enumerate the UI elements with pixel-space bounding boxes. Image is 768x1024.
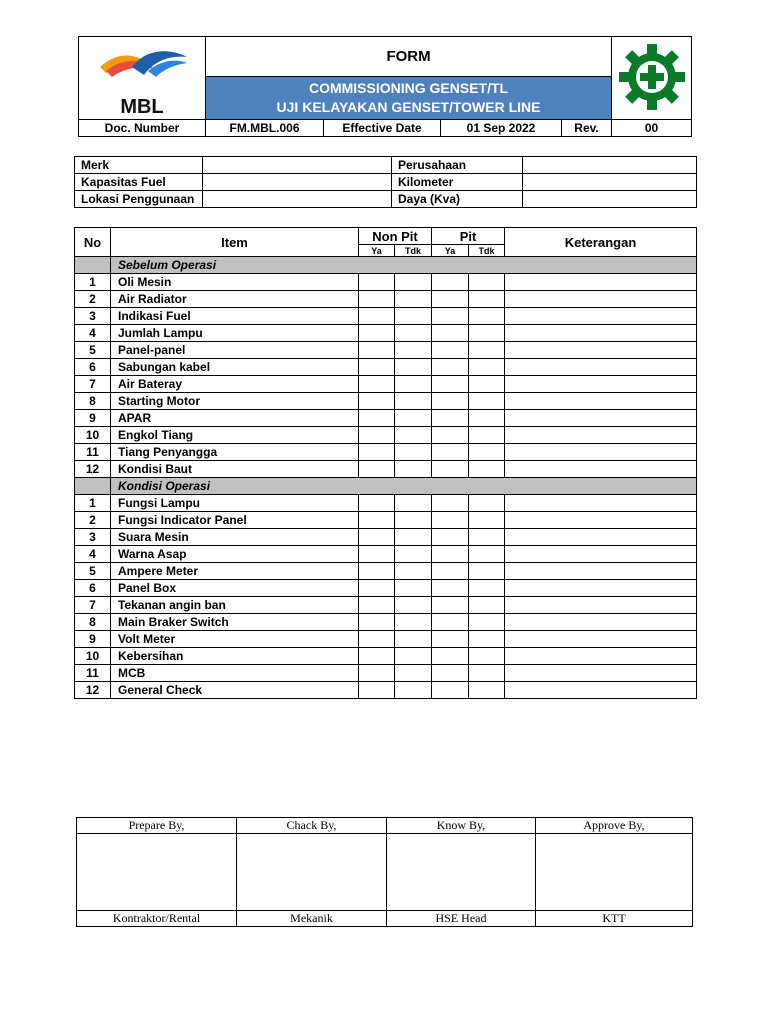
check-cell-nonpit-tdk[interactable] bbox=[395, 580, 432, 597]
doc-number-value: FM.MBL.006 bbox=[206, 120, 324, 137]
check-cell-pit-tdk[interactable] bbox=[469, 427, 505, 444]
info-left-field[interactable] bbox=[203, 157, 392, 174]
row-item: Air Bateray bbox=[111, 376, 359, 393]
check-cell-nonpit-tdk[interactable] bbox=[395, 614, 432, 631]
info-right-label: Kilometer bbox=[392, 174, 523, 191]
keterangan-cell[interactable] bbox=[505, 682, 697, 699]
check-cell-pit-ya[interactable] bbox=[432, 461, 469, 478]
keterangan-cell[interactable] bbox=[505, 359, 697, 376]
check-cell-nonpit-tdk[interactable] bbox=[395, 648, 432, 665]
checklist-row bbox=[75, 308, 697, 325]
row-number: 2 bbox=[75, 512, 111, 529]
row-number: 11 bbox=[75, 665, 111, 682]
keterangan-cell[interactable] bbox=[505, 512, 697, 529]
col-keterangan-header: Keterangan bbox=[505, 228, 697, 257]
checklist-row bbox=[75, 597, 697, 614]
check-cell-nonpit-ya[interactable] bbox=[359, 461, 395, 478]
info-left-label: Kapasitas Fuel bbox=[75, 174, 203, 191]
checklist-row bbox=[75, 580, 697, 597]
title-line-2: UJI KELAYAKAN GENSET/TOWER LINE bbox=[276, 98, 541, 115]
check-cell-nonpit-tdk[interactable] bbox=[395, 597, 432, 614]
rev-value: 00 bbox=[612, 120, 692, 137]
checklist-row bbox=[75, 325, 697, 342]
check-cell-pit-ya[interactable] bbox=[432, 665, 469, 682]
keterangan-cell[interactable] bbox=[505, 597, 697, 614]
check-cell-pit-tdk[interactable] bbox=[469, 614, 505, 631]
keterangan-cell[interactable] bbox=[505, 427, 697, 444]
keterangan-cell[interactable] bbox=[505, 274, 697, 291]
row-item: Engkol Tiang bbox=[111, 427, 359, 444]
info-right-field[interactable] bbox=[523, 191, 697, 208]
check-cell-pit-ya[interactable] bbox=[432, 393, 469, 410]
section-row bbox=[75, 478, 697, 495]
row-number: 6 bbox=[75, 580, 111, 597]
check-cell-nonpit-ya[interactable] bbox=[359, 308, 395, 325]
section-title: Sebelum Operasi bbox=[111, 257, 697, 274]
keterangan-cell[interactable] bbox=[505, 325, 697, 342]
keterangan-cell[interactable] bbox=[505, 563, 697, 580]
sign-approve-box[interactable] bbox=[536, 834, 693, 911]
row-item: Starting Motor bbox=[111, 393, 359, 410]
check-cell-pit-tdk[interactable] bbox=[469, 597, 505, 614]
row-number: 2 bbox=[75, 291, 111, 308]
sign-mechanic-role: Mekanik bbox=[237, 911, 387, 927]
info-right-label: Daya (Kva) bbox=[392, 191, 523, 208]
check-cell-pit-tdk[interactable] bbox=[469, 393, 505, 410]
sign-prepare-box[interactable] bbox=[77, 834, 237, 911]
checklist-row bbox=[75, 495, 697, 512]
check-cell-nonpit-tdk[interactable] bbox=[395, 427, 432, 444]
form-header bbox=[78, 36, 692, 137]
row-number: 1 bbox=[75, 495, 111, 512]
row-number: 1 bbox=[75, 274, 111, 291]
row-item: Volt Meter bbox=[111, 631, 359, 648]
row-item: Fungsi Indicator Panel bbox=[111, 512, 359, 529]
check-cell-nonpit-tdk[interactable] bbox=[395, 274, 432, 291]
checklist-row bbox=[75, 682, 697, 699]
check-cell-pit-tdk[interactable] bbox=[469, 631, 505, 648]
checklist-row bbox=[75, 546, 697, 563]
row-item: Warna Asap bbox=[111, 546, 359, 563]
sub-ya-nonpit: Ya bbox=[359, 245, 395, 257]
check-cell-nonpit-ya[interactable] bbox=[359, 291, 395, 308]
check-cell-pit-ya[interactable] bbox=[432, 274, 469, 291]
checklist-row bbox=[75, 648, 697, 665]
row-item: Kebersihan bbox=[111, 648, 359, 665]
check-cell-nonpit-tdk[interactable] bbox=[395, 546, 432, 563]
row-number: 11 bbox=[75, 444, 111, 461]
row-item: Jumlah Lampu bbox=[111, 325, 359, 342]
row-item: Sabungan kabel bbox=[111, 359, 359, 376]
checklist-row bbox=[75, 529, 697, 546]
check-cell-pit-ya[interactable] bbox=[432, 546, 469, 563]
checklist-row bbox=[75, 665, 697, 682]
check-cell-pit-ya[interactable] bbox=[432, 342, 469, 359]
check-cell-pit-tdk[interactable] bbox=[469, 291, 505, 308]
check-cell-pit-tdk[interactable] bbox=[469, 512, 505, 529]
check-cell-nonpit-tdk[interactable] bbox=[395, 359, 432, 376]
keterangan-cell[interactable] bbox=[505, 665, 697, 682]
keterangan-cell[interactable] bbox=[505, 376, 697, 393]
sign-ktt-role: KTT bbox=[536, 911, 693, 927]
check-cell-nonpit-tdk[interactable] bbox=[395, 495, 432, 512]
info-left-label: Lokasi Penggunaan bbox=[75, 191, 203, 208]
check-cell-pit-ya[interactable] bbox=[432, 648, 469, 665]
check-cell-nonpit-tdk[interactable] bbox=[395, 325, 432, 342]
checklist-row bbox=[75, 393, 697, 410]
row-number: 8 bbox=[75, 614, 111, 631]
row-item: Tiang Penyangga bbox=[111, 444, 359, 461]
col-no-header: No bbox=[75, 228, 111, 257]
company-name: MBL bbox=[120, 96, 164, 118]
info-left-field[interactable] bbox=[203, 191, 392, 208]
sign-hse-role: HSE Head bbox=[387, 911, 536, 927]
check-cell-pit-ya[interactable] bbox=[432, 682, 469, 699]
checklist-row bbox=[75, 410, 697, 427]
row-number: 5 bbox=[75, 563, 111, 580]
info-table bbox=[74, 156, 697, 208]
check-cell-nonpit-ya[interactable] bbox=[359, 359, 395, 376]
keterangan-cell[interactable] bbox=[505, 342, 697, 359]
checklist-row bbox=[75, 427, 697, 444]
row-number: 8 bbox=[75, 393, 111, 410]
check-cell-nonpit-ya[interactable] bbox=[359, 444, 395, 461]
checklist-row bbox=[75, 274, 697, 291]
keterangan-cell[interactable] bbox=[505, 308, 697, 325]
check-cell-nonpit-ya[interactable] bbox=[359, 580, 395, 597]
keterangan-cell[interactable] bbox=[505, 546, 697, 563]
check-cell-nonpit-ya[interactable] bbox=[359, 529, 395, 546]
check-cell-pit-tdk[interactable] bbox=[469, 444, 505, 461]
check-cell-nonpit-tdk[interactable] bbox=[395, 563, 432, 580]
safety-logo bbox=[612, 37, 692, 120]
row-number: 4 bbox=[75, 546, 111, 563]
sub-tdk-pit: Tdk bbox=[469, 245, 505, 257]
check-cell-nonpit-tdk[interactable] bbox=[395, 512, 432, 529]
row-item: Main Braker Switch bbox=[111, 614, 359, 631]
checklist-table bbox=[74, 227, 697, 699]
check-cell-nonpit-tdk[interactable] bbox=[395, 682, 432, 699]
row-number: 12 bbox=[75, 461, 111, 478]
check-cell-pit-tdk[interactable] bbox=[469, 546, 505, 563]
check-cell-nonpit-tdk[interactable] bbox=[395, 461, 432, 478]
check-cell-nonpit-tdk[interactable] bbox=[395, 342, 432, 359]
check-cell-nonpit-tdk[interactable] bbox=[395, 410, 432, 427]
check-cell-pit-tdk[interactable] bbox=[469, 274, 505, 291]
checklist-row bbox=[75, 359, 697, 376]
check-cell-pit-tdk[interactable] bbox=[469, 495, 505, 512]
row-number: 3 bbox=[75, 308, 111, 325]
keterangan-cell[interactable] bbox=[505, 495, 697, 512]
effective-date-label: Effective Date bbox=[324, 120, 441, 137]
sign-check-label: Chack By, bbox=[237, 818, 387, 834]
check-cell-nonpit-ya[interactable] bbox=[359, 410, 395, 427]
sign-know-box[interactable] bbox=[387, 834, 536, 911]
row-number: 7 bbox=[75, 597, 111, 614]
check-cell-nonpit-ya[interactable] bbox=[359, 427, 395, 444]
section-title: Kondisi Operasi bbox=[111, 478, 697, 495]
section-spacer bbox=[75, 257, 111, 274]
col-pit-header: Pit bbox=[432, 228, 505, 245]
check-cell-pit-tdk[interactable] bbox=[469, 563, 505, 580]
check-cell-pit-tdk[interactable] bbox=[469, 461, 505, 478]
check-cell-nonpit-tdk[interactable] bbox=[395, 529, 432, 546]
info-right-field[interactable] bbox=[523, 157, 697, 174]
company-logo bbox=[79, 37, 206, 120]
keterangan-cell[interactable] bbox=[505, 631, 697, 648]
checklist-row bbox=[75, 342, 697, 359]
check-cell-pit-tdk[interactable] bbox=[469, 325, 505, 342]
check-cell-nonpit-tdk[interactable] bbox=[395, 308, 432, 325]
check-cell-nonpit-ya[interactable] bbox=[359, 563, 395, 580]
check-cell-pit-tdk[interactable] bbox=[469, 682, 505, 699]
checklist-row bbox=[75, 291, 697, 308]
check-cell-pit-ya[interactable] bbox=[432, 614, 469, 631]
keterangan-cell[interactable] bbox=[505, 529, 697, 546]
check-cell-nonpit-ya[interactable] bbox=[359, 665, 395, 682]
info-left-field[interactable] bbox=[203, 174, 392, 191]
row-item: Kondisi Baut bbox=[111, 461, 359, 478]
sign-prepare-label: Prepare By, bbox=[77, 818, 237, 834]
check-cell-nonpit-ya[interactable] bbox=[359, 342, 395, 359]
section-row bbox=[75, 257, 697, 274]
info-row bbox=[75, 191, 697, 208]
check-cell-pit-ya[interactable] bbox=[432, 308, 469, 325]
row-item: Indikasi Fuel bbox=[111, 308, 359, 325]
check-cell-pit-ya[interactable] bbox=[432, 427, 469, 444]
check-cell-nonpit-ya[interactable] bbox=[359, 376, 395, 393]
keterangan-cell[interactable] bbox=[505, 461, 697, 478]
row-number: 12 bbox=[75, 682, 111, 699]
row-item: Suara Mesin bbox=[111, 529, 359, 546]
checklist-row bbox=[75, 631, 697, 648]
form-label: FORM bbox=[206, 37, 612, 77]
check-cell-pit-ya[interactable] bbox=[432, 376, 469, 393]
row-number: 10 bbox=[75, 648, 111, 665]
check-cell-pit-tdk[interactable] bbox=[469, 529, 505, 546]
checklist-row bbox=[75, 444, 697, 461]
check-cell-pit-ya[interactable] bbox=[432, 580, 469, 597]
row-item: APAR bbox=[111, 410, 359, 427]
signature-table bbox=[76, 817, 693, 927]
row-number: 7 bbox=[75, 376, 111, 393]
check-cell-nonpit-ya[interactable] bbox=[359, 648, 395, 665]
check-cell-nonpit-ya[interactable] bbox=[359, 274, 395, 291]
check-cell-pit-ya[interactable] bbox=[432, 597, 469, 614]
check-cell-pit-ya[interactable] bbox=[432, 359, 469, 376]
info-right-label: Perusahaan bbox=[392, 157, 523, 174]
sign-contractor-role: Kontraktor/Rental bbox=[77, 911, 237, 927]
green-cross-gear-icon bbox=[616, 41, 688, 113]
check-cell-pit-tdk[interactable] bbox=[469, 342, 505, 359]
row-item: Panel-panel bbox=[111, 342, 359, 359]
keterangan-cell[interactable] bbox=[505, 291, 697, 308]
form-title bbox=[206, 76, 612, 119]
row-number: 9 bbox=[75, 410, 111, 427]
info-row bbox=[75, 174, 697, 191]
keterangan-cell[interactable] bbox=[505, 648, 697, 665]
check-cell-pit-ya[interactable] bbox=[432, 291, 469, 308]
check-cell-nonpit-ya[interactable] bbox=[359, 682, 395, 699]
info-right-field[interactable] bbox=[523, 174, 697, 191]
check-cell-nonpit-tdk[interactable] bbox=[395, 291, 432, 308]
check-cell-nonpit-tdk[interactable] bbox=[395, 631, 432, 648]
row-item: Air Radiator bbox=[111, 291, 359, 308]
check-cell-pit-tdk[interactable] bbox=[469, 359, 505, 376]
col-item-header: Item bbox=[111, 228, 359, 257]
check-cell-pit-ya[interactable] bbox=[432, 529, 469, 546]
row-item: Fungsi Lampu bbox=[111, 495, 359, 512]
keterangan-cell[interactable] bbox=[505, 410, 697, 427]
check-cell-pit-tdk[interactable] bbox=[469, 648, 505, 665]
row-number: 10 bbox=[75, 427, 111, 444]
doc-number-label: Doc. Number bbox=[79, 120, 206, 137]
check-cell-nonpit-ya[interactable] bbox=[359, 325, 395, 342]
sign-check-box[interactable] bbox=[237, 834, 387, 911]
check-cell-nonpit-ya[interactable] bbox=[359, 495, 395, 512]
checklist-row bbox=[75, 563, 697, 580]
check-cell-nonpit-ya[interactable] bbox=[359, 546, 395, 563]
check-cell-pit-ya[interactable] bbox=[432, 631, 469, 648]
col-nonpit-header: Non Pit bbox=[359, 228, 432, 245]
check-cell-nonpit-tdk[interactable] bbox=[395, 665, 432, 682]
check-cell-pit-ya[interactable] bbox=[432, 512, 469, 529]
checklist-row bbox=[75, 461, 697, 478]
check-cell-pit-ya[interactable] bbox=[432, 410, 469, 427]
info-left-label: Merk bbox=[75, 157, 203, 174]
check-cell-pit-tdk[interactable] bbox=[469, 410, 505, 427]
row-item: Panel Box bbox=[111, 580, 359, 597]
check-cell-pit-tdk[interactable] bbox=[469, 308, 505, 325]
row-item: Tekanan angin ban bbox=[111, 597, 359, 614]
checklist-row bbox=[75, 512, 697, 529]
sub-ya-pit: Ya bbox=[432, 245, 469, 257]
row-item: Ampere Meter bbox=[111, 563, 359, 580]
check-cell-nonpit-ya[interactable] bbox=[359, 597, 395, 614]
info-row bbox=[75, 157, 697, 174]
row-number: 5 bbox=[75, 342, 111, 359]
keterangan-cell[interactable] bbox=[505, 614, 697, 631]
row-number: 4 bbox=[75, 325, 111, 342]
row-number: 3 bbox=[75, 529, 111, 546]
keterangan-cell[interactable] bbox=[505, 393, 697, 410]
check-cell-nonpit-tdk[interactable] bbox=[395, 376, 432, 393]
check-cell-pit-ya[interactable] bbox=[432, 325, 469, 342]
row-item: Oli Mesin bbox=[111, 274, 359, 291]
checklist-row bbox=[75, 376, 697, 393]
check-cell-pit-tdk[interactable] bbox=[469, 665, 505, 682]
check-cell-pit-ya[interactable] bbox=[432, 444, 469, 461]
check-cell-nonpit-tdk[interactable] bbox=[395, 444, 432, 461]
check-cell-nonpit-tdk[interactable] bbox=[395, 393, 432, 410]
sub-tdk-nonpit: Tdk bbox=[395, 245, 432, 257]
check-cell-nonpit-ya[interactable] bbox=[359, 631, 395, 648]
check-cell-nonpit-ya[interactable] bbox=[359, 512, 395, 529]
check-cell-nonpit-ya[interactable] bbox=[359, 393, 395, 410]
effective-date-value: 01 Sep 2022 bbox=[441, 120, 562, 137]
check-cell-pit-ya[interactable] bbox=[432, 563, 469, 580]
keterangan-cell[interactable] bbox=[505, 580, 697, 597]
check-cell-pit-ya[interactable] bbox=[432, 495, 469, 512]
sign-approve-label: Approve By, bbox=[536, 818, 693, 834]
check-cell-nonpit-ya[interactable] bbox=[359, 614, 395, 631]
row-item: General Check bbox=[111, 682, 359, 699]
row-item: MCB bbox=[111, 665, 359, 682]
sign-know-label: Know By, bbox=[387, 818, 536, 834]
rev-label: Rev. bbox=[562, 120, 612, 137]
check-cell-pit-tdk[interactable] bbox=[469, 580, 505, 597]
keterangan-cell[interactable] bbox=[505, 444, 697, 461]
row-number: 6 bbox=[75, 359, 111, 376]
check-cell-pit-tdk[interactable] bbox=[469, 376, 505, 393]
title-line-1: COMMISSIONING GENSET/TL bbox=[308, 79, 509, 96]
row-number: 9 bbox=[75, 631, 111, 648]
checklist-row bbox=[75, 614, 697, 631]
section-spacer bbox=[75, 478, 111, 495]
